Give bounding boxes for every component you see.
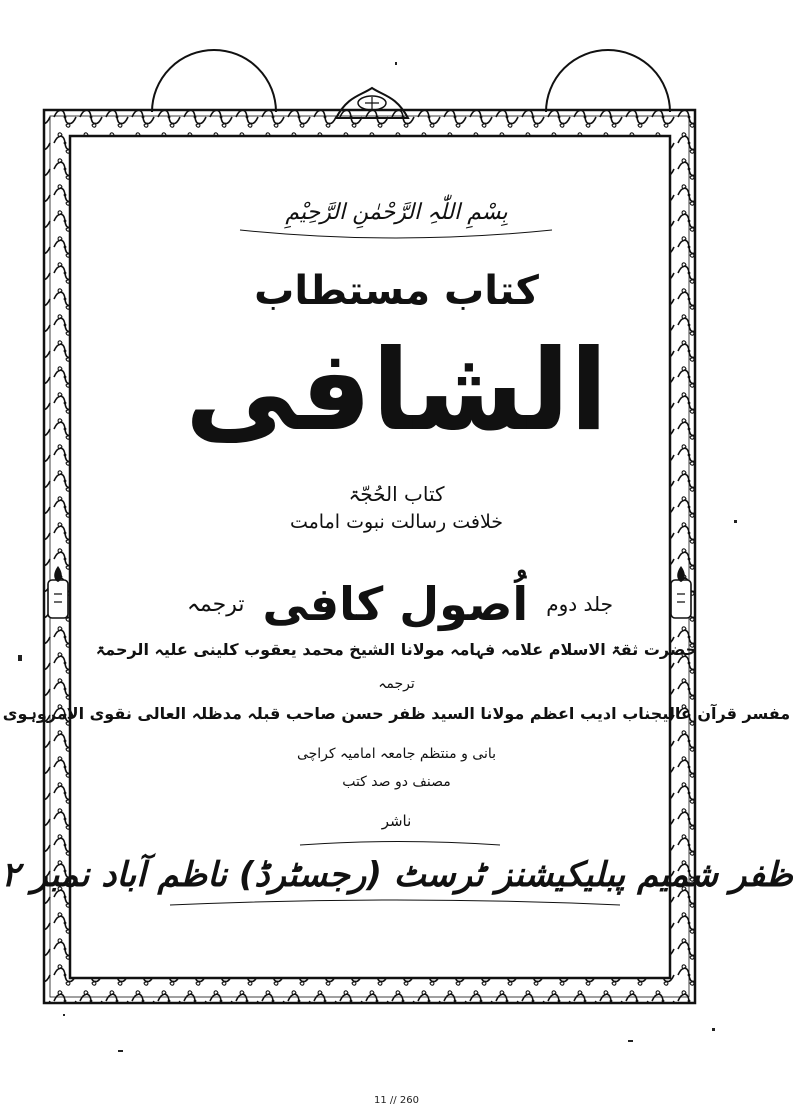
translation-line	[150, 574, 650, 634]
translation-prefix: ترجمہ	[187, 591, 245, 617]
scan-speck	[712, 1028, 715, 1031]
scan-speck	[628, 1040, 633, 1042]
publisher-label: ناشر	[381, 812, 412, 830]
volume-label: جلد دوم	[546, 592, 613, 616]
book-subtitle: کتاب مستطاب	[254, 268, 539, 314]
publisher-flourish	[300, 842, 500, 846]
works-line: مصنف دو صد کتب	[342, 774, 451, 790]
scan-speck	[18, 655, 22, 661]
scan-speck	[63, 1014, 65, 1016]
section-title: کتاب الحُجّۃ	[348, 482, 445, 506]
right-arch	[546, 50, 670, 112]
founder-line: بانی و منتظم جامعہ امامیہ کراچی	[296, 746, 497, 762]
scan-speck	[734, 520, 737, 523]
bismillah-text: بِسْمِ اللّٰہِ الرَّحْمٰنِ الرَّحِیْمِ	[285, 200, 508, 225]
translated-work-title: اُصول کافی	[262, 577, 529, 631]
page-number: 11 // 260	[374, 1095, 419, 1106]
author-line: حضرت ثقۃ الاسلام علامہ فہامہ مولانا الشیخ محمد یعقوب کلینی علیہ الرحمۃ	[95, 640, 698, 659]
scan-speck	[118, 1050, 123, 1052]
publisher-name: ظفر شمیم پبلیکیشنز ٹرسٹ (رجسٹرڈ) ناظم آباد نمبر ۲	[1, 855, 793, 895]
topics-line: خلافت رسالت نبوت امامت	[289, 511, 504, 533]
translation-label: ترجمہ	[378, 676, 415, 692]
page-title: الشافی	[184, 326, 609, 456]
bismillah-underline	[240, 230, 552, 238]
left-arch	[152, 50, 276, 112]
publisher-underline	[170, 900, 620, 905]
scan-speck	[395, 62, 397, 65]
translator-line: مفسر قرآن عالیجناب ادیب اعظم مولانا السید ظفر حسن صاحب قبلہ مدظلہ العالی نقوی الامروہوی	[2, 704, 791, 723]
